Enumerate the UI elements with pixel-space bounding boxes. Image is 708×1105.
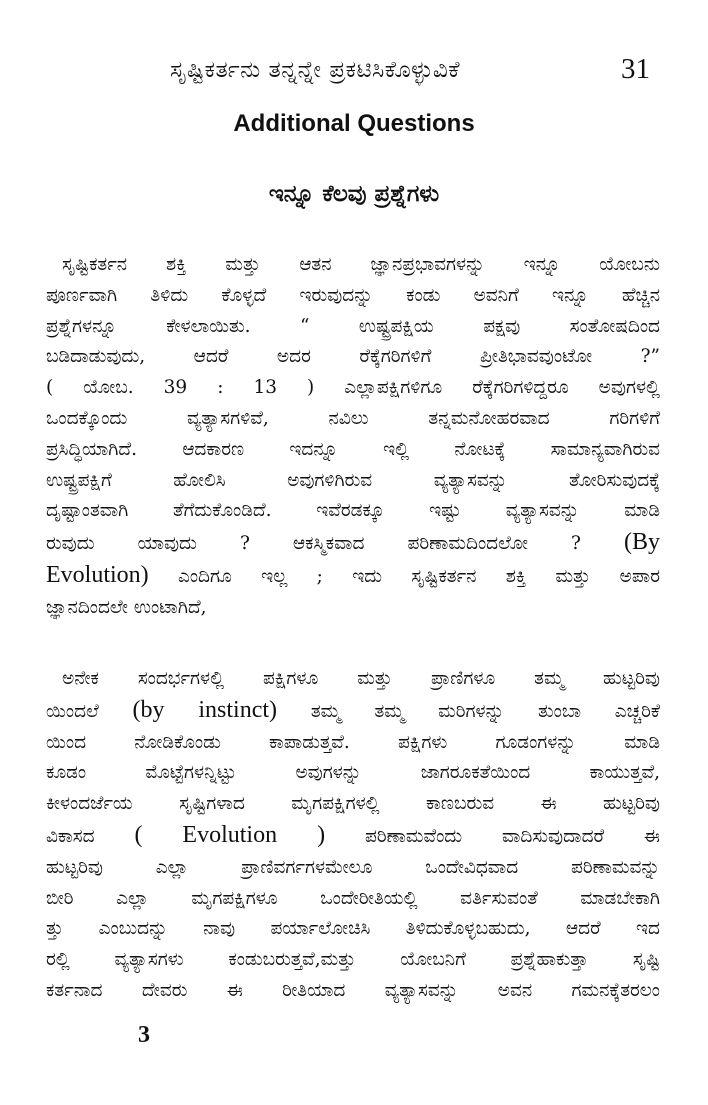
page-number: 31 [621,53,650,85]
paragraph-1-line: ಪ್ರಸಿದ್ಧಿಯಾಗಿದೆ. ಆದಕಾರಣ ಇದನ್ನೂ ಇಲ್ಲಿ ನೋಟಕ್ಕೆ ಸಾಮಾನ್ಯವಾಗಿರುವ [46,438,660,460]
paragraph-2-line: ಹುಟ್ಟರಿವು ಎಲ್ಲಾ ಪ್ರಾಣಿವರ್ಗಗಳಮೇಲೂ ಒಂದೇವಿಧವಾದ ಪರಿಣಾಮವನ್ನು [46,856,660,878]
paragraph-1-line-text: ಎಂದಿಗೂ ಇಲ್ಲ ; ಇದು ಸೃಷ್ಟಿಕರ್ತನ ಶಕ್ತಿ ಮತ್ತು ಅಪಾರ [177,565,660,587]
paragraph-1-line: ಪ್ರಶ್ನೆಗಳನ್ನೂ ಕೇಳಲಾಯಿತು. “ ಉಷ್ಟ್ರಪಕ್ಷಿಯ ಪಕ್ಷವು ಸಂತೋಷದಿಂದ [46,315,660,337]
paragraph-2-line: ಯಿಂದ ನೋಡಿಕೊಂಡು ಕಾಪಾಡುತ್ತವೆ. ಪಕ್ಷಿಗಳು ಗೂಡಂಗಳನ್ನು ಮಾಡಿ [46,731,660,753]
paragraph-2-line: ಅನೇಕ ಸಂದರ್ಭಗಳಲ್ಲಿ ಪಕ್ಷಿಗಳೂ ಮತ್ತು ಪ್ರಾಣಿಗಳೂ ತಮ್ಮ ಹುಟ್ಟರಿವು [62,668,660,689]
paragraph-1-line: ಜ್ಞಾನದಿಂದಲೇ ಉಂಟಾಗಿದೆ, [46,596,207,618]
paragraph-1-line: ಪೂರ್ಣವಾಗಿ ತಿಳಿದು ಕೊಳ್ಳದೆ ಇರುವುದನ್ನು ಕಂಡು ಅವನಿಗೆ ಇನ್ನೂ ಹೆಚ್ಚಿನ [46,284,660,306]
latin-by-instinct: (by instinct) [132,696,278,723]
paragraph-2-line: ತ್ತು ಎಂಬುದನ್ನು ನಾವು ಪರ್ಯಾಲೋಚಿಸಿ ತಿಳಿದುಕೊಳ್ಳಬಹುದು, ಆದರೆ ಇದ [46,918,660,940]
paragraph-2-line: ಕರ್ತನಾದ ದೇವರು ಈ ರೀತಿಯಾದ ವ್ಯತ್ಯಾಸವನ್ನು ಅವನ ಗಮನಕ್ಕೆತರಲಂ [46,979,660,1001]
paragraph-2-line-text: ತಮ್ಮ ತಮ್ಮ ಮರಿಗಳನ್ನು ತುಂಬಾ ಎಚ್ಚರಿಕೆ [310,700,660,722]
paragraph-1-line: ದೃಷ್ಟಾಂತವಾಗಿ ತೆಗೆದುಕೊಂಡಿದೆ. ಇವೆರಡಕ್ಕೂ ಇಷ್ಟು ವ್ಯತ್ಯಾಸವನ್ನು ಮಾಡಿ [46,500,660,522]
paragraph-2 [46,664,660,1007]
paragraph-1-line: ( ಯೋಬ. 39 : 13 ) ಎಲ್ಲಾಪಕ್ಷಿಗಳಿಗೂ ರೆಕ್ಕೆಗರಿಗಳಿದ್ದರೂ ಅವುಗಳಲ್ಲಿ [46,377,660,399]
paragraph-2-line: ಕೂಡಂ ಮೊಟ್ಟೆಗಳನ್ನಿಟ್ಟು ಅವುಗಳನ್ನು ಜಾಗರೂಕತೆಯಿಂದ ಕಾಯುತ್ತವೆ, [46,762,660,784]
latin-evolution-2: ( Evolution ) [134,821,326,848]
paragraph-1-line: ಒಂದಕ್ಕೊಂದು ವ್ಯತ್ಯಾಸಗಳಿವೆ, ನವಿಲು ತನ್ನಮನೋಹರವಾದ ಗರಿಗಳಿಗೆ [46,407,660,429]
paragraph-2-line-text: ವಿಕಾಸದ [46,825,95,847]
signature-mark: 3 [138,1022,150,1048]
paragraph-1-line [46,560,660,593]
running-title: ಸೃಷ್ಟಿಕರ್ತನು ತನ್ನನ್ನೇ ಪ್ರಕಟಿಸಿಕೊಳ್ಳುವಿಕೆ [170,57,461,83]
paragraph-2-line: ಕೀಳಂದರ್ಜೆಯ ಸೃಷ್ಟಿಗಳಾದ ಮೃಗಪಕ್ಷಿಗಳಲ್ಲಿ ಕಾಣಬರುವ ಈ ಹುಟ್ಟರಿವು [46,793,660,815]
paragraph-1-line [46,527,660,560]
paragraph-2-line-text: ಯಿಂದಲೆ [46,700,99,722]
latin-evolution: Evolution) [46,561,149,588]
page-header [0,55,708,95]
paragraph-1-line: ಬಡಿದಾಡುವುದು, ಆದರೆ ಅದರ ರೆಕ್ಕೆಗರಿಗಳಿಗೆ ಪ್ರೀತಿಭಾವವುಂಟೋ ?” [46,346,660,368]
latin-by: (By [624,529,660,556]
paragraph-1-line: ಸೃಷ್ಟಿಕರ್ತನ ಶಕ್ತಿ ಮತ್ತು ಆತನ ಜ್ಞಾನಪ್ರಭಾವಗಳನ್ನು ಇನ್ನೂ ಯೋಬನು [62,254,660,275]
paragraph-2-line [46,820,660,853]
paragraph-2-line: ರಲ್ಲಿ ವ್ಯತ್ಯಾಸಗಳು ಕಂಡುಬರುತ್ತವೆ,ಮತ್ತು ಯೋಬನಿಗೆ ಪ್ರಶ್ನೆಹಾಕುತ್ತಾ ಸೃಷ್ಟಿ [46,949,660,971]
kannada-heading: ಇನ್ನೂ ಕೆಲವು ಪ್ರಶ್ನೆಗಳು [268,180,440,207]
paragraph-2-line-text: ಪರಿಣಾಮವೆಂದು ವಾದಿಸುವುದಾದರೆ ಈ [364,825,660,847]
paragraph-1-line-text: ರುವುದು ಯಾವುದು ? ಆಕಸ್ಮಿಕವಾದ ಪರಿಣಾಮದಿಂದಲೋ ? [46,533,581,555]
paragraph-2-line: ಬೀರಿ ಎಲ್ಲಾ ಮೃಗಪಕ್ಷಿಗಳೂ ಒಂದೇರೀತಿಯಲ್ಲಿ ವರ್ತಿಸುವಂತೆ ಮಾಡಬೇಕಾಗಿ [46,887,660,909]
paragraph-1 [46,250,660,624]
section-heading: Additional Questions [233,110,475,137]
paragraph-1-line: ಉಷ್ಟ್ರಪಕ್ಷಿಗೆ ಹೋಲಿಸಿ ಅವುಗಳಿಗಿರುವ ವ್ಯತ್ಯಾಸವನ್ನು ತೋರಿಸುವುದಕ್ಕೆ [46,469,660,491]
paragraph-2-line [46,695,660,728]
